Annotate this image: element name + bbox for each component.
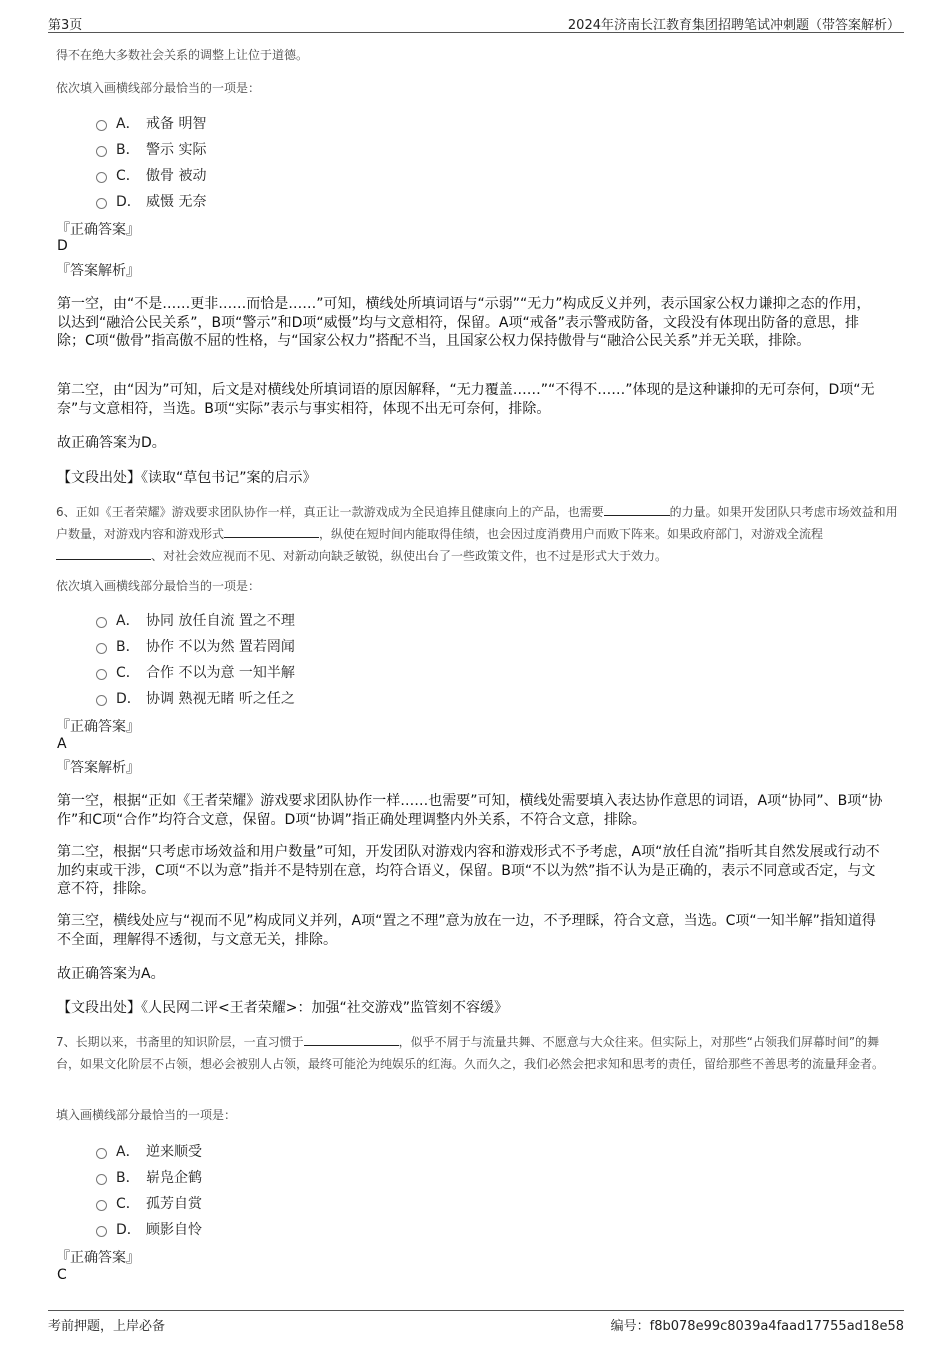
- blank-line: [56, 547, 151, 560]
- q6-prompt: 依次填入画横线部分最恰当的一项是：: [56, 579, 261, 593]
- q5-tail: 得不在绝大多数社会关系的调整上让位于道德。: [56, 48, 309, 62]
- radio-icon[interactable]: [96, 1148, 107, 1159]
- q7-option-b[interactable]: B． 崭凫企鹤: [96, 1166, 202, 1188]
- q6-option-a[interactable]: A． 协同 放任自流 置之不理: [96, 609, 295, 631]
- q6-stem: 6、正如《王者荣耀》游戏要求团队协作一样，真正让一款游戏成为全民追捧且健康向上的产品，也需要 的力量。如果开发团队只考虑市场效益和用户数量，对游戏内容和游戏形式 ，纵使在短时间内能取得佳绩，也会因过度消费用户而败下阵来。如果政府部门，对游戏全流程、对社会效应视而不见、对新动向缺乏敏锐，纵使出台了一些政策文件，也不过是形式大于效力。: [56, 505, 898, 563]
- q7-answer: C: [57, 1267, 67, 1283]
- document-title: 2024年济南长江教育集团招聘笔试冲刺题（带答案解析）: [567, 18, 900, 33]
- q7-stem: 7、长期以来，书斋里的知识阶层，一直习惯于 ，似乎不屑于与流量共舞、不愿意与大众往来。但实际上，对那些“占领我们屏幕时间”的舞台，如果文化阶层不占领，想必会被别人占领，最终可能沦为纯娱乐的红海。久而久之，我们必然会把求知和思考的责任，留给那些不善思考的流量拜金者。: [56, 1035, 885, 1071]
- q6-option-c[interactable]: C． 合作 不以为意 一知半解: [96, 661, 295, 683]
- q6-analysis-p3: 第三空，横线处应与“视而不见”构成同义并列，A项“置之不理”意为放在一边，不予理睬，符合文意，当选。C项“一知半解”指知道得不全面，理解得不透彻，与文意无关，排除。: [57, 913, 876, 948]
- q6-source: 【文段出处】《人民网二评<王者荣耀>：加强“社交游戏”监管刻不容缓》: [57, 1000, 508, 1016]
- q6-option-b[interactable]: B． 协作 不以为然 置若罔闻: [96, 635, 295, 657]
- radio-icon[interactable]: [96, 198, 107, 209]
- radio-icon[interactable]: [96, 146, 107, 157]
- page-header: [48, 12, 904, 33]
- q6-answer: A: [57, 736, 67, 752]
- q7-prompt: 填入画横线部分最恰当的一项是：: [56, 1108, 237, 1122]
- radio-icon[interactable]: [96, 1226, 107, 1237]
- q5-option-b[interactable]: B． 警示 实际: [96, 138, 206, 160]
- q6-analysis-p4: 故正确答案为A。: [57, 966, 165, 982]
- radio-icon[interactable]: [96, 643, 107, 654]
- q5-analysis-p1: 第一空，由“不是……更非……而恰是……”可知，横线处所填词语与“示弱”“无力”构成反义并列，表示国家公权力谦抑之态的作用，以达到“融洽公民关系”，B项“警示”和D项“威慑”均与文意相符，保留。A项“戒备”表示警戒防备，文段没有体现出防备的意思，排除；C项“傲骨”指高傲不屈的性格，与“国家公权力”搭配不当，且国家公权力保持傲骨与“融洽公民关系”并无关联，排除。: [57, 296, 871, 349]
- q5-analysis-p3: 故正确答案为D。: [57, 435, 166, 451]
- q7-option-d[interactable]: D． 顾影自怜: [96, 1218, 202, 1240]
- blank-line: [604, 503, 670, 516]
- q5-prompt: 依次填入画横线部分最恰当的一项是：: [56, 81, 261, 95]
- q5-analysis-p2: 第二空，由“因为”可知，后文是对横线处所填词语的原因解释，“无力覆盖……”“不得不……”体现的是这种谦抑的无可奈何，D项“无奈”与文意相符，当选。B项“实际”表示与事实相符，体现不出无可奈何，排除。: [57, 382, 875, 417]
- radio-icon[interactable]: [96, 1200, 107, 1211]
- q6-option-d[interactable]: D． 协调 熟视无睹 听之任之: [96, 687, 295, 709]
- blank-line: [224, 525, 319, 538]
- q7-option-c[interactable]: C． 孤芳自赏: [96, 1192, 202, 1214]
- q5-source: 【文段出处】《读取“草包书记”案的启示》: [57, 470, 317, 486]
- page-number: 第3页: [48, 18, 83, 33]
- q5-option-c[interactable]: C． 傲骨 被动: [96, 164, 206, 186]
- q6-analysis-p2: 第二空，根据“只考虑市场效益和用户数量”可知，开发团队对游戏内容和游戏形式不予考虑，A项“放任自流”指听其自然发展或行动不加约束或干涉，C项“不以为意”指并不是特别在意，均符合语义，保留。B项“不以为然”指不认为是正确的，表示不同意或否定，与文意不符，排除。: [57, 844, 880, 897]
- q7-answer-label: 『正确答案』: [56, 1250, 140, 1266]
- radio-icon[interactable]: [96, 669, 107, 680]
- q7-option-a[interactable]: A． 逆来顺受: [96, 1140, 202, 1162]
- q5-option-a[interactable]: A． 戒备 明智: [96, 112, 206, 134]
- q6-analysis-p1: 第一空，根据“正如《王者荣耀》游戏要求团队协作一样……也需要”可知，横线处需要填入表达协作意思的词语，A项“协同”、B项“协作”和C项“合作”均符合文意，保留。D项“协调”指正确处理调整内外关系，不符合文意，排除。: [57, 793, 883, 828]
- radio-icon[interactable]: [96, 1174, 107, 1185]
- radio-icon[interactable]: [96, 172, 107, 183]
- footer-code: 编号：f8b078e99c8039a4faad17755ad18e58: [610, 1319, 904, 1334]
- page-footer: [48, 1310, 904, 1335]
- q5-analysis-label: 『答案解析』: [56, 263, 140, 279]
- q6-answer-label: 『正确答案』: [56, 719, 140, 735]
- footer-slogan: 考前押题，上岸必备: [48, 1319, 166, 1334]
- blank-line: [304, 1033, 399, 1046]
- radio-icon[interactable]: [96, 617, 107, 628]
- q5-answer-label: 『正确答案』: [56, 222, 140, 238]
- q6-analysis-label: 『答案解析』: [56, 760, 140, 776]
- radio-icon[interactable]: [96, 695, 107, 706]
- q5-option-d[interactable]: D． 威慑 无奈: [96, 190, 206, 212]
- q5-answer: D: [57, 238, 68, 254]
- radio-icon[interactable]: [96, 120, 107, 131]
